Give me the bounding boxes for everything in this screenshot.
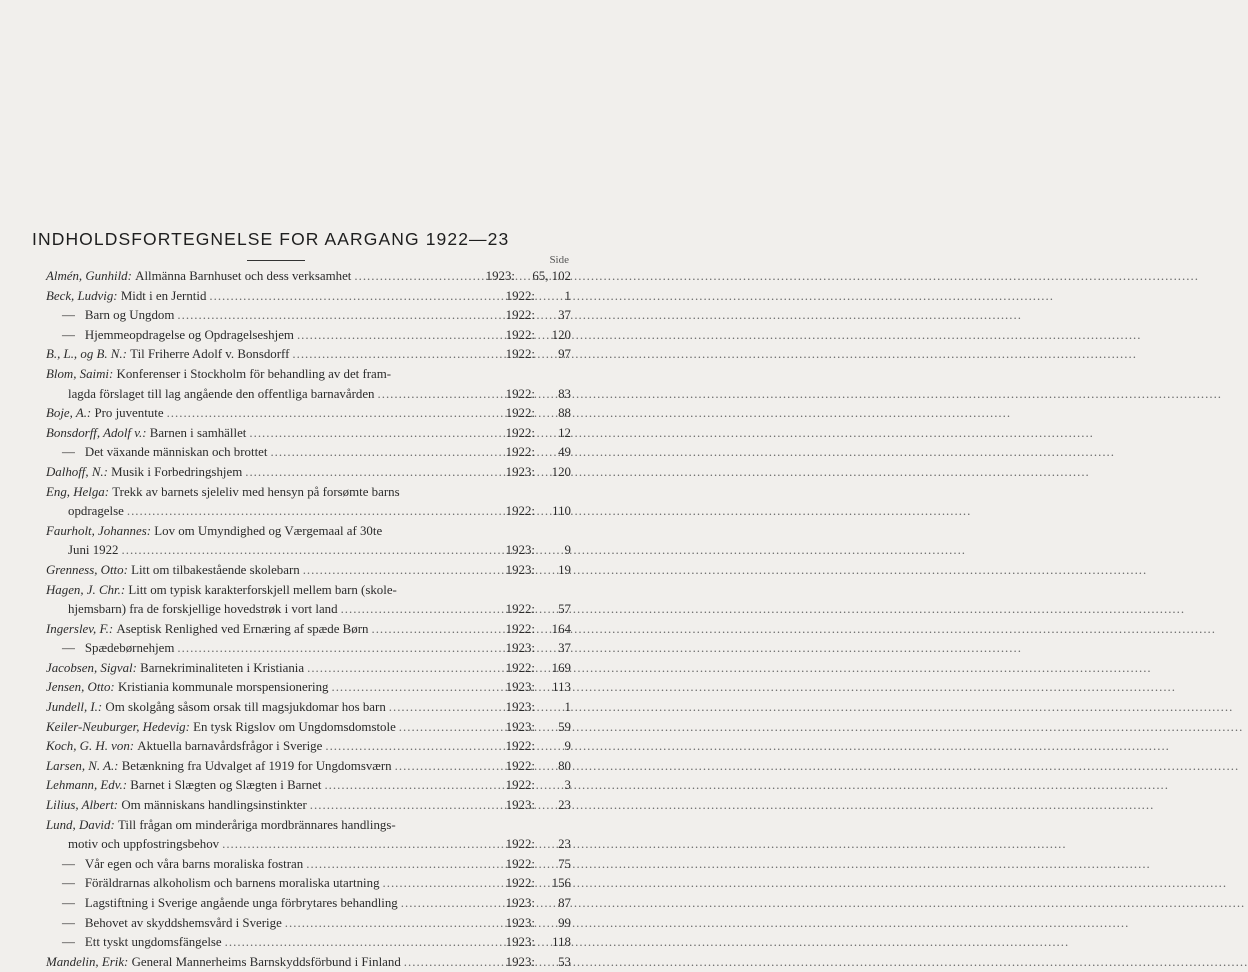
entry-year: 1922: (505, 308, 535, 323)
leader-dots (307, 659, 496, 679)
entry-year: 1922: (505, 445, 535, 460)
entry-page: 23 (558, 837, 571, 852)
entry-title: Barnet i Slægten og Slægten i Barnet (130, 778, 322, 793)
entry-title: Kristiania kommunale morspensionering (117, 680, 329, 695)
entry-author: Hagen, J. Chr.: (46, 582, 129, 597)
index-entry (46, 385, 571, 405)
index-entry (46, 443, 571, 463)
entry-title: Pro juventute (94, 406, 164, 421)
entry-author: Blom, Saimi: (46, 366, 117, 381)
index-entry (46, 424, 571, 444)
index-entry (46, 267, 571, 287)
entry-page: 113 (552, 680, 571, 695)
index-entry (46, 776, 571, 796)
entry-author: Jundell, I.: (46, 700, 106, 715)
index-entry (46, 541, 571, 561)
index-entry (46, 953, 571, 972)
index-entry (46, 483, 571, 503)
entry-title: Om skolgång såsom orsak till magsjukdomar hos barn (105, 700, 386, 715)
entry-page: 49 (558, 445, 571, 460)
entry-title: General Mannerheims Barnskyddsförbund i Finland (131, 954, 401, 969)
leader-dots (354, 267, 476, 287)
index-entry (46, 835, 571, 855)
entry-page: 3 (564, 778, 571, 793)
leader-dots (127, 502, 496, 522)
entry-title: Till frågan om minderåriga mordbrännares handlings- (117, 817, 396, 832)
index-entry (46, 365, 571, 385)
index-entry (46, 757, 571, 777)
entry-year: 1923: (505, 464, 535, 479)
entry-page: 164 (551, 621, 571, 636)
entry-page: 37 (558, 308, 571, 323)
leader-dots (209, 287, 496, 307)
ditto-dash: — (62, 856, 75, 871)
entry-author: Eng, Helga: (46, 484, 113, 499)
leader-dots (378, 385, 497, 405)
entry-title: Litt om typisk karakterforskjell mellem barn (skole- (128, 582, 397, 597)
entry-year: 1922: (505, 621, 535, 636)
entry-title: Litt om tilbakestående skolebarn (131, 562, 300, 577)
entry-title: Det växande människan och brottet (84, 445, 268, 460)
entry-author: Larsen, N. A.: (46, 758, 122, 773)
entry-title: lagda förslaget till lag angående den offentliga barnavården (68, 386, 375, 401)
entry-page: 23 (558, 798, 571, 813)
leader-dots (310, 796, 496, 816)
entry-year: 1922: (505, 386, 535, 401)
index-entry (46, 522, 571, 542)
leader-dots (331, 678, 496, 698)
leader-dots (292, 345, 496, 365)
index-entry (46, 287, 571, 307)
entry-page: 99 (558, 915, 571, 930)
entry-page (535, 483, 571, 503)
ditto-dash: — (62, 876, 75, 891)
entry-page: 97 (558, 347, 571, 362)
entry-page (535, 365, 571, 385)
ditto-dash: — (62, 896, 75, 910)
entry-page: 118 (552, 935, 571, 950)
leader-dots (249, 424, 496, 444)
entry-author: Koch, G. H. von: (46, 739, 138, 754)
leader-dots (167, 404, 496, 424)
entry-page: 75 (558, 856, 571, 871)
entry-page: 12 (558, 425, 571, 440)
leader-dots (177, 306, 496, 326)
index-entry (46, 698, 571, 718)
entry-author: Dalhoff, N.: (46, 464, 112, 479)
title-rule (247, 260, 305, 261)
entry-year: 1923: (505, 700, 535, 715)
entry-title: Konferenser i Stockholm för behandling av det fram- (116, 366, 392, 381)
entry-page: 169 (551, 660, 571, 675)
leader-dots (225, 933, 496, 953)
entry-author: Ingerslev, F.: (46, 621, 117, 636)
entry-year: 1922: (505, 406, 535, 421)
entry-year (499, 581, 535, 601)
entry-year: 1923: (505, 680, 535, 695)
entry-page: 110 (552, 504, 571, 519)
entry-title: En tysk Rigslov om Ungdomsdomstole (193, 719, 396, 734)
entry-year: 1922: (505, 425, 535, 440)
entry-page: 37 (558, 641, 571, 656)
entry-author: Grenness, Otto: (46, 562, 132, 577)
entry-title: opdragelse (68, 504, 124, 519)
entry-year: 1923: (505, 719, 535, 734)
index-entry (46, 796, 571, 816)
entry-title: Spædebørnehjem (84, 641, 175, 656)
entry-title: Hjemmeopdragelse og Opdragelseshjem (84, 327, 294, 342)
entry-year: 1923: (505, 641, 535, 656)
leader-dots (245, 463, 496, 483)
entry-page (535, 522, 571, 542)
leader-dots (341, 600, 496, 620)
entry-author: Mandelin, Erik: (46, 954, 132, 969)
index-entry (46, 306, 571, 326)
ditto-dash: — (62, 935, 75, 950)
index-entry (46, 620, 571, 640)
index-entry (46, 404, 571, 424)
index-page (0, 0, 609, 969)
entry-page: 19 (558, 562, 571, 577)
entry-title: Barnen i samhället (149, 425, 247, 440)
entry-author: Keiler-Neuburger, Hedevig: (46, 719, 194, 734)
entry-page: 83 (558, 386, 571, 401)
leader-dots (285, 914, 496, 934)
entry-page: 57 (558, 602, 571, 617)
leader-dots (324, 776, 496, 796)
entry-year: 1922: (505, 347, 535, 362)
entry-title: Aktuella barnavårdsfrågor i Sverige (137, 739, 323, 754)
entry-year: 1923: (505, 562, 535, 577)
entry-author: Bonsdorff, Adolf v.: (46, 425, 150, 440)
entry-year: 1922: (505, 837, 535, 852)
leader-dots (399, 718, 496, 738)
index-entry (46, 894, 571, 914)
entry-author: Lehmann, Edv.: (46, 778, 131, 793)
entry-title: Musik i Forbedringshjem (111, 464, 243, 479)
entry-page: 9 (564, 543, 571, 558)
entry-page: 120 (551, 327, 571, 342)
leader-dots (297, 326, 496, 346)
leader-dots (270, 443, 496, 463)
leader-dots (303, 561, 496, 581)
entry-year: 1923: (505, 935, 535, 950)
entry-page (535, 816, 571, 836)
entry-year: 1922: (505, 602, 535, 617)
entry-page: 59 (558, 719, 571, 734)
index-entry (46, 639, 571, 659)
index-entry (46, 581, 571, 601)
entry-title: Betænkning fra Udvalget af 1919 for Ungdomsværn (121, 758, 392, 773)
entry-year: 1922: (505, 876, 535, 891)
ditto-dash: — (62, 641, 75, 656)
index-entry (46, 463, 571, 483)
entry-title: Barn og Ungdom (84, 308, 175, 323)
entry-page: 80 (558, 758, 571, 773)
entry-page (535, 581, 571, 601)
entry-title: Aseptisk Renlighed ved Ernæring af spæde Børn (116, 621, 369, 636)
ditto-dash: — (62, 308, 75, 323)
entry-year: 1922: (505, 856, 535, 871)
entry-year: 1922: (505, 778, 535, 793)
index-entry (46, 502, 571, 522)
entry-title: hjemsbarn) fra de forskjellige hovedstrøk i vort land (68, 602, 338, 617)
entry-year (499, 365, 535, 385)
entry-year: 1923: (485, 269, 515, 283)
entry-author: Beck, Ludvig: (46, 288, 121, 303)
entry-year (499, 816, 535, 836)
entry-author: B., L., og B. N.: (46, 347, 131, 362)
leader-dots (383, 874, 496, 894)
entry-year: 1923: (505, 915, 535, 930)
index-entry (46, 933, 571, 953)
leader-dots (177, 639, 496, 659)
index-entries (46, 267, 571, 972)
entry-year: 1922: (505, 288, 535, 303)
entry-author: Lund, David: (46, 817, 118, 832)
entry-title: Lov om Umyndighed og Værgemaal af 30te (154, 523, 383, 538)
entry-page: 88 (558, 406, 571, 421)
entry-author: Faurholt, Johannes: (46, 523, 155, 538)
entry-title: Behovet av skyddshemsvård i Sverige (84, 915, 282, 930)
leader-dots (306, 855, 496, 875)
entry-page: 65, 102 (532, 269, 571, 283)
entry-title: Midt i en Jerntid (120, 288, 207, 303)
index-entry (46, 600, 571, 620)
entry-year (499, 483, 535, 503)
entry-page: 1 (564, 288, 571, 303)
index-entry (46, 326, 571, 346)
index-entry (46, 914, 571, 934)
index-entry (46, 874, 571, 894)
side-column-label: Side (549, 254, 569, 266)
entry-year: 1922: (505, 504, 535, 519)
entry-page: 87 (558, 896, 571, 910)
entry-author: Jensen, Otto: (46, 680, 118, 695)
entry-page: 120 (551, 464, 571, 479)
index-entry (46, 678, 571, 698)
entry-author: Jacobsen, Sigval: (46, 660, 141, 675)
entry-title: Allmänna Barnhuset och dess verksamhet (135, 269, 352, 283)
entry-title: Om människans handlingsinstinkter (121, 798, 307, 813)
ditto-dash: — (62, 915, 75, 930)
entry-year (499, 522, 535, 542)
entry-year: 1922: (505, 660, 535, 675)
index-entry (46, 816, 571, 836)
ditto-dash: — (62, 327, 75, 342)
entry-title: Lagstiftning i Sverige angående unga förbrytares behandling (84, 896, 398, 910)
leader-dots (401, 894, 496, 914)
index-entry (46, 855, 571, 875)
entry-author: Boje, A.: (46, 406, 95, 421)
entry-year: 1923: (505, 543, 535, 558)
entry-year: 1922: (505, 327, 535, 342)
entry-year: 1923: (505, 896, 535, 910)
leader-dots (371, 620, 496, 640)
entry-author: Lilius, Albert: (46, 798, 122, 813)
index-entry (46, 718, 571, 738)
entry-year: 1923: (505, 798, 535, 813)
entry-title: Til Friherre Adolf v. Bonsdorff (130, 347, 290, 362)
entry-title: Trekk av barnets sjeleliv med hensyn på forsømte barns (112, 484, 400, 499)
entry-page: 53 (558, 954, 571, 969)
index-entry (46, 659, 571, 679)
index-entry (46, 561, 571, 581)
leader-dots (395, 757, 496, 777)
leader-dots (222, 835, 496, 855)
entry-page: 1 (564, 700, 571, 715)
index-entry (46, 737, 571, 757)
entry-title: Juni 1922 (68, 543, 119, 558)
leader-dots (325, 737, 496, 757)
entry-page: 9 (564, 739, 571, 754)
leader-dots (122, 541, 497, 561)
leader-dots (389, 698, 496, 718)
entry-title: Ett tyskt ungdomsfängelse (84, 935, 222, 950)
page-title: INDHOLDSFORTEGNELSE FOR AARGANG 1922—23 (32, 229, 510, 249)
entry-year: 1923: (505, 954, 535, 969)
entry-year: 1922: (505, 758, 535, 773)
entry-title: Barnekriminaliteten i Kristiania (140, 660, 305, 675)
entry-title: Föräldrarnas alkoholism och barnens moraliska utartning (84, 876, 380, 891)
entry-title: Vår egen och våra barns moraliska fostran (84, 856, 304, 871)
entry-author: Almén, Gunhild: (46, 269, 136, 283)
index-entry (46, 345, 571, 365)
ditto-dash: — (62, 445, 75, 460)
entry-page: 156 (551, 876, 571, 891)
leader-dots (404, 953, 496, 972)
entry-title: motiv och uppfostringsbehov (68, 837, 220, 852)
entry-year: 1922: (505, 739, 535, 754)
